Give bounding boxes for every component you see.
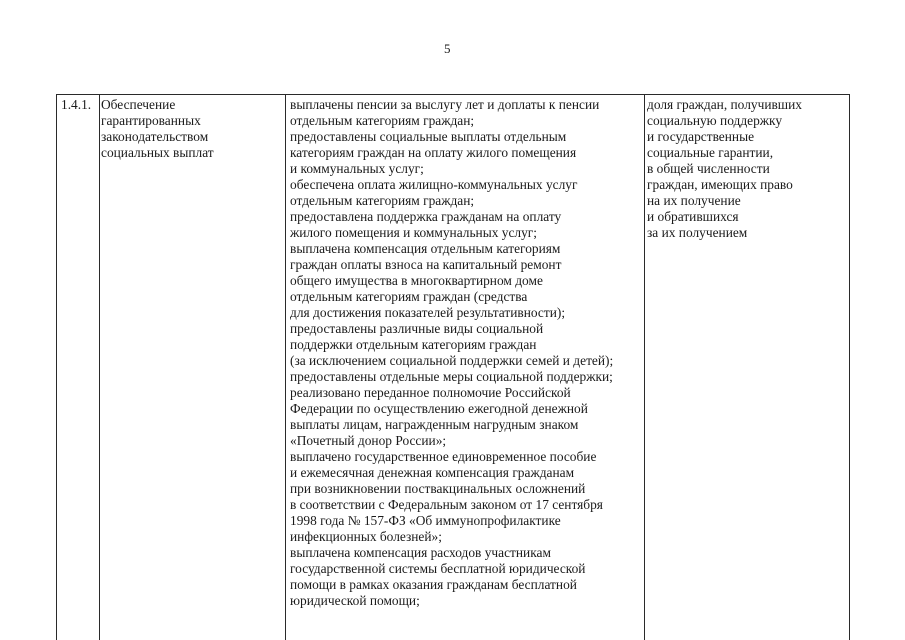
row-number: 1.4.1. [61, 97, 92, 112]
text-line: инфекционных болезней»; [290, 529, 442, 544]
text-line: для достижения показателей результативности); [290, 305, 566, 320]
text-line: выплаты лицам, награжденным нагрудным знаком [290, 417, 579, 432]
text-line: (за исключением социальной поддержки семей и детей); [290, 353, 614, 368]
text-line: в общей численности [647, 161, 770, 176]
text-line: предоставлены различные виды социальной [290, 321, 544, 336]
text-line: социальных выплат [101, 145, 214, 160]
column-divider [285, 95, 286, 640]
text-line: «Почетный донор России»; [290, 433, 447, 448]
program-table [56, 94, 850, 640]
text-line: и обратившихся [647, 209, 739, 224]
text-line: жилого помещения и коммунальных услуг; [290, 225, 537, 240]
text-line: предоставлена поддержка гражданам на оплату [290, 209, 562, 224]
text-line: предоставлены социальные выплаты отдельным [290, 129, 567, 144]
text-line: выплачена компенсация отдельным категориям [290, 241, 561, 256]
text-line: выплачены пенсии за выслугу лет и доплаты к пенсии [290, 97, 600, 112]
text-line: поддержки отдельным категориям граждан [290, 337, 537, 352]
text-line: 1998 года № 157-ФЗ «Об иммунопрофилактике [290, 513, 561, 528]
measure-name-cell [101, 97, 281, 161]
text-line: за их получением [647, 225, 748, 240]
page-number: 5 [444, 41, 451, 56]
text-line: граждан, имеющих право [647, 177, 793, 192]
text-line: категориям граждан на оплату жилого помещения [290, 145, 577, 160]
text-line: социальные гарантии, [647, 145, 774, 160]
text-line: и государственные [647, 129, 755, 144]
text-line: общего имущества в многоквартирном доме [290, 273, 543, 288]
text-line: гарантированных [101, 113, 201, 128]
text-line: на их получение [647, 193, 741, 208]
text-line: реализовано переданное полномочие Российской [290, 385, 571, 400]
text-line: отдельным категориям граждан (средства [290, 289, 528, 304]
text-line: доля граждан, получивших [647, 97, 802, 112]
text-line: отдельным категориям граждан; [290, 193, 475, 208]
text-line: Обеспечение [101, 97, 176, 112]
text-line: Федерации по осуществлению ежегодной денежной [290, 401, 588, 416]
text-line: граждан оплаты взноса на капитальный ремонт [290, 257, 562, 272]
expected-results-cell [290, 97, 648, 609]
text-line: юридической помощи; [290, 593, 420, 608]
text-line: и ежемесячная денежная компенсация гражданам [290, 465, 575, 480]
text-line: при возникновении поствакцинальных осложнений [290, 481, 586, 496]
text-line: в соответствии с Федеральным законом от 17 сентября [290, 497, 603, 512]
text-line: обеспечена оплата жилищно-коммунальных услуг [290, 177, 578, 192]
text-line: выплачено государственное единовременное пособие [290, 449, 597, 464]
text-line: законодательством [101, 129, 209, 144]
text-line: государственной системы бесплатной юридической [290, 561, 586, 576]
column-divider [99, 95, 100, 640]
text-line: и коммунальных услуг; [290, 161, 424, 176]
text-line: предоставлены отдельные меры социальной поддержки; [290, 369, 613, 384]
text-line: социальную поддержку [647, 113, 783, 128]
text-line: выплачена компенсация расходов участникам [290, 545, 551, 560]
indicator-cell [647, 97, 847, 241]
text-line: отдельным категориям граждан; [290, 113, 475, 128]
text-line: помощи в рамках оказания гражданам бесплатной [290, 577, 577, 592]
